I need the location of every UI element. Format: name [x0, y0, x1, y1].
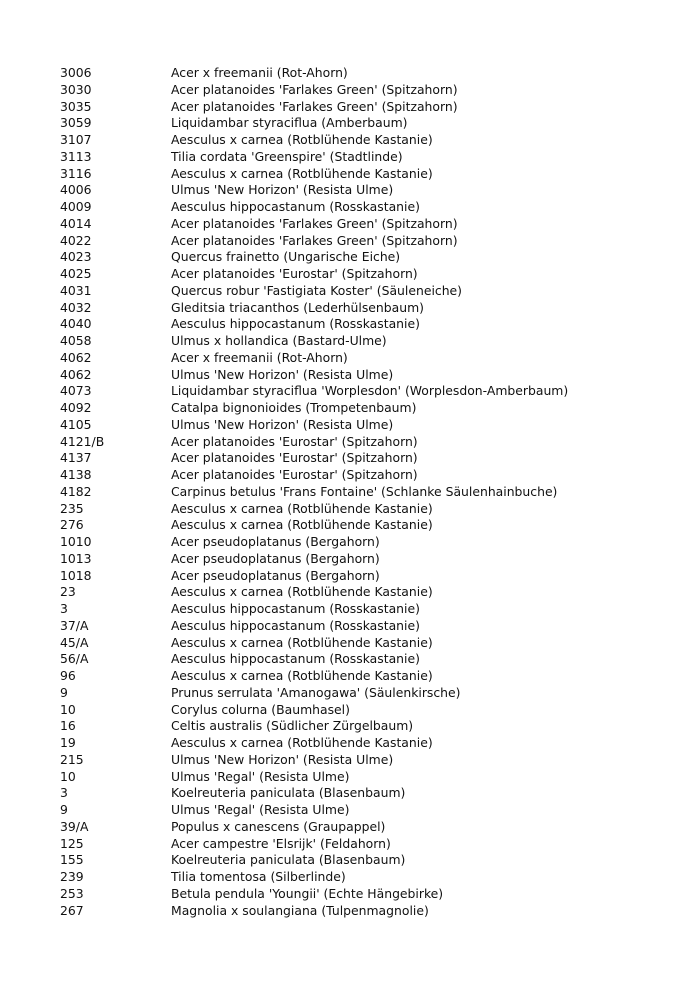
table-row — [60, 601, 680, 618]
table-row — [60, 333, 680, 350]
tree-number: 4023 — [60, 249, 92, 265]
tree-number: 39/A — [60, 818, 89, 834]
tree-species: Tilia cordata 'Greenspire' (Stadtlinde) — [171, 148, 403, 164]
table-row — [60, 65, 680, 82]
table-row — [60, 484, 680, 501]
table-row — [60, 551, 680, 568]
tree-species: Populus x canescens (Graupappel) — [171, 818, 386, 834]
table-row — [60, 886, 680, 903]
table-row — [60, 316, 680, 333]
tree-species: Aesculus hippocastanum (Rosskastanie) — [171, 199, 420, 214]
tree-number: 4009 — [60, 199, 92, 214]
table-row — [60, 82, 680, 99]
tree-species: Koelreuteria paniculata (Blasenbaum) — [171, 785, 406, 801]
table-row — [60, 752, 680, 769]
tree-species: Betula pendula 'Youngii' (Echte Hängebirke) — [171, 885, 444, 901]
table-row — [60, 383, 680, 400]
tree-number: 56/A — [60, 651, 89, 667]
tree-species: Liquidambar styraciflua 'Worplesdon' (Worplesdon-Amberbaum) — [171, 383, 569, 399]
tree-number: 4062 — [60, 349, 92, 365]
tree-number: 10 — [60, 768, 76, 784]
tree-number: 3059 — [60, 115, 92, 131]
tree-species: Acer x freemanii (Rot-Ahorn) — [171, 65, 348, 80]
table-row — [60, 450, 680, 467]
table-row — [60, 568, 680, 585]
tree-species: Ulmus 'New Horizon' (Resista Ulme) — [171, 366, 394, 382]
tree-number: 3 — [60, 601, 68, 616]
table-row — [60, 249, 680, 266]
table-row — [60, 718, 680, 735]
table-row — [60, 869, 680, 886]
tree-number: 276 — [60, 517, 84, 533]
tree-species: Gleditsia triacanthos (Lederhülsenbaum) — [171, 299, 424, 315]
tree-species: Aesculus x carnea (Rotblühende Kastanie) — [171, 668, 433, 683]
tree-species: Koelreuteria paniculata (Blasenbaum) — [171, 852, 406, 868]
table-row — [60, 769, 680, 786]
tree-species: Acer platanoides 'Farlakes Green' (Spitzahorn) — [171, 215, 458, 231]
tree-number: 4025 — [60, 266, 92, 281]
tree-number: 4062 — [60, 366, 92, 382]
table-row — [60, 199, 680, 216]
table-row — [60, 99, 680, 116]
tree-number: 155 — [60, 852, 84, 868]
tree-species: Aesculus hippocastanum (Rosskastanie) — [171, 316, 420, 332]
table-row — [60, 702, 680, 719]
table-row — [60, 501, 680, 518]
tree-species: Prunus serrulata 'Amanogawa' (Säulenkirsche) — [171, 684, 461, 700]
tree-number: 4138 — [60, 467, 92, 482]
tree-species: Corylus colurna (Baumhasel) — [171, 701, 350, 717]
tree-number: 4058 — [60, 333, 92, 348]
tree-species: Aesculus hippocastanum (Rosskastanie) — [171, 617, 420, 633]
tree-species: Aesculus x carnea (Rotblühende Kastanie) — [171, 165, 433, 181]
tree-species: Ulmus 'New Horizon' (Resista Ulme) — [171, 416, 394, 432]
tree-number: 9 — [60, 802, 68, 817]
tree-species: Celtis australis (Südlicher Zürgelbaum) — [171, 718, 414, 734]
tree-number: 16 — [60, 718, 76, 734]
tree-species: Acer platanoides 'Eurostar' (Spitzahorn) — [171, 266, 418, 281]
tree-number: 45/A — [60, 634, 89, 650]
tree-number: 4014 — [60, 215, 92, 231]
tree-species: Aesculus x carnea (Rotblühende Kastanie) — [171, 132, 433, 147]
table-row — [60, 266, 680, 283]
tree-number: 1018 — [60, 567, 92, 583]
table-row — [60, 149, 680, 166]
tree-number: 215 — [60, 751, 84, 767]
tree-number: 253 — [60, 885, 84, 901]
tree-species: Quercus robur 'Fastigiata Koster' (Säuleneiche) — [171, 282, 463, 298]
tree-species: Acer pseudoplatanus (Bergahorn) — [171, 550, 380, 566]
tree-number: 4182 — [60, 483, 92, 499]
tree-species: Acer campestre 'Elsrijk' (Feldahorn) — [171, 835, 391, 851]
tree-number: 1010 — [60, 534, 92, 549]
tree-species: Acer platanoides 'Farlakes Green' (Spitzahorn) — [171, 98, 458, 114]
table-row — [60, 233, 680, 250]
tree-species: Ulmus 'New Horizon' (Resista Ulme) — [171, 182, 394, 198]
tree-number: 1013 — [60, 550, 92, 566]
tree-species: Tilia tomentosa (Silberlinde) — [171, 869, 346, 884]
tree-species: Aesculus hippocastanum (Rosskastanie) — [171, 651, 420, 667]
table-row — [60, 852, 680, 869]
tree-number: 4137 — [60, 450, 92, 466]
table-row — [60, 467, 680, 484]
tree-number: 4121/B — [60, 433, 105, 449]
tree-species: Acer platanoides 'Farlakes Green' (Spitzahorn) — [171, 81, 458, 97]
tree-number: 239 — [60, 869, 84, 884]
tree-species: Aesculus x carnea (Rotblühende Kastanie) — [171, 517, 433, 533]
table-row — [60, 300, 680, 317]
table-row — [60, 367, 680, 384]
tree-species: Aesculus x carnea (Rotblühende Kastanie) — [171, 500, 433, 516]
tree-species: Carpinus betulus 'Frans Fontaine' (Schlanke Säulenhainbuche) — [171, 483, 558, 499]
tree-number: 4105 — [60, 416, 92, 432]
table-row — [60, 651, 680, 668]
tree-species: Ulmus x hollandica (Bastard-Ulme) — [171, 333, 387, 348]
tree-species: Aesculus x carnea (Rotblühende Kastanie) — [171, 584, 433, 600]
table-row — [60, 517, 680, 534]
table-row — [60, 350, 680, 367]
tree-number: 3030 — [60, 81, 92, 97]
table-row — [60, 735, 680, 752]
tree-number: 4040 — [60, 316, 92, 332]
tree-number: 96 — [60, 668, 76, 683]
tree-number: 125 — [60, 835, 84, 851]
tree-number: 4022 — [60, 232, 92, 248]
tree-number: 3006 — [60, 65, 92, 80]
tree-number: 37/A — [60, 617, 89, 633]
tree-species: Acer pseudoplatanus (Bergahorn) — [171, 534, 380, 549]
table-row — [60, 182, 680, 199]
table-row — [60, 166, 680, 183]
tree-number: 3113 — [60, 148, 92, 164]
tree-species: Aesculus x carnea (Rotblühende Kastanie) — [171, 634, 433, 650]
tree-species: Ulmus 'Regal' (Resista Ulme) — [171, 802, 350, 817]
table-row — [60, 668, 680, 685]
tree-number: 4006 — [60, 182, 92, 198]
tree-number: 3116 — [60, 165, 92, 181]
tree-number: 9 — [60, 684, 68, 700]
tree-number: 23 — [60, 584, 76, 600]
tree-number: 4092 — [60, 400, 92, 415]
table-row — [60, 283, 680, 300]
tree-species: Catalpa bignonioides (Trompetenbaum) — [171, 400, 417, 415]
tree-species: Acer pseudoplatanus (Bergahorn) — [171, 567, 380, 583]
tree-species: Magnolia x soulangiana (Tulpenmagnolie) — [171, 902, 429, 918]
table-row — [60, 635, 680, 652]
tree-number: 10 — [60, 701, 76, 717]
tree-number: 235 — [60, 500, 84, 516]
tree-number: 4031 — [60, 282, 92, 298]
tree-species: Aesculus x carnea (Rotblühende Kastanie) — [171, 735, 433, 750]
table-row — [60, 216, 680, 233]
tree-number: 3 — [60, 785, 68, 801]
table-row — [60, 836, 680, 853]
table-row — [60, 584, 680, 601]
table-row — [60, 417, 680, 434]
tree-species: Acer platanoides 'Eurostar' (Spitzahorn) — [171, 433, 418, 449]
tree-number: 3107 — [60, 132, 92, 147]
tree-species: Ulmus 'New Horizon' (Resista Ulme) — [171, 751, 394, 767]
tree-number: 267 — [60, 902, 84, 918]
table-row — [60, 618, 680, 635]
tree-species: Acer platanoides 'Eurostar' (Spitzahorn) — [171, 467, 418, 482]
tree-species: Quercus frainetto (Ungarische Eiche) — [171, 249, 401, 265]
table-row — [60, 434, 680, 451]
tree-species: Liquidambar styraciflua (Amberbaum) — [171, 115, 408, 131]
tree-species: Acer platanoides 'Farlakes Green' (Spitzahorn) — [171, 232, 458, 248]
table-row — [60, 802, 680, 819]
table-row — [60, 819, 680, 836]
table-row — [60, 903, 680, 920]
table-row — [60, 132, 680, 149]
tree-list-table — [60, 65, 680, 919]
tree-number: 4032 — [60, 299, 92, 315]
tree-number: 3035 — [60, 98, 92, 114]
tree-species: Acer platanoides 'Eurostar' (Spitzahorn) — [171, 450, 418, 466]
table-row — [60, 400, 680, 417]
tree-species: Aesculus hippocastanum (Rosskastanie) — [171, 601, 420, 616]
tree-number: 4073 — [60, 383, 92, 399]
tree-species: Ulmus 'Regal' (Resista Ulme) — [171, 768, 350, 784]
tree-number: 19 — [60, 735, 76, 750]
table-row — [60, 534, 680, 551]
table-row — [60, 785, 680, 802]
tree-species: Acer x freemanii (Rot-Ahorn) — [171, 349, 348, 365]
table-row — [60, 115, 680, 132]
table-row — [60, 685, 680, 702]
